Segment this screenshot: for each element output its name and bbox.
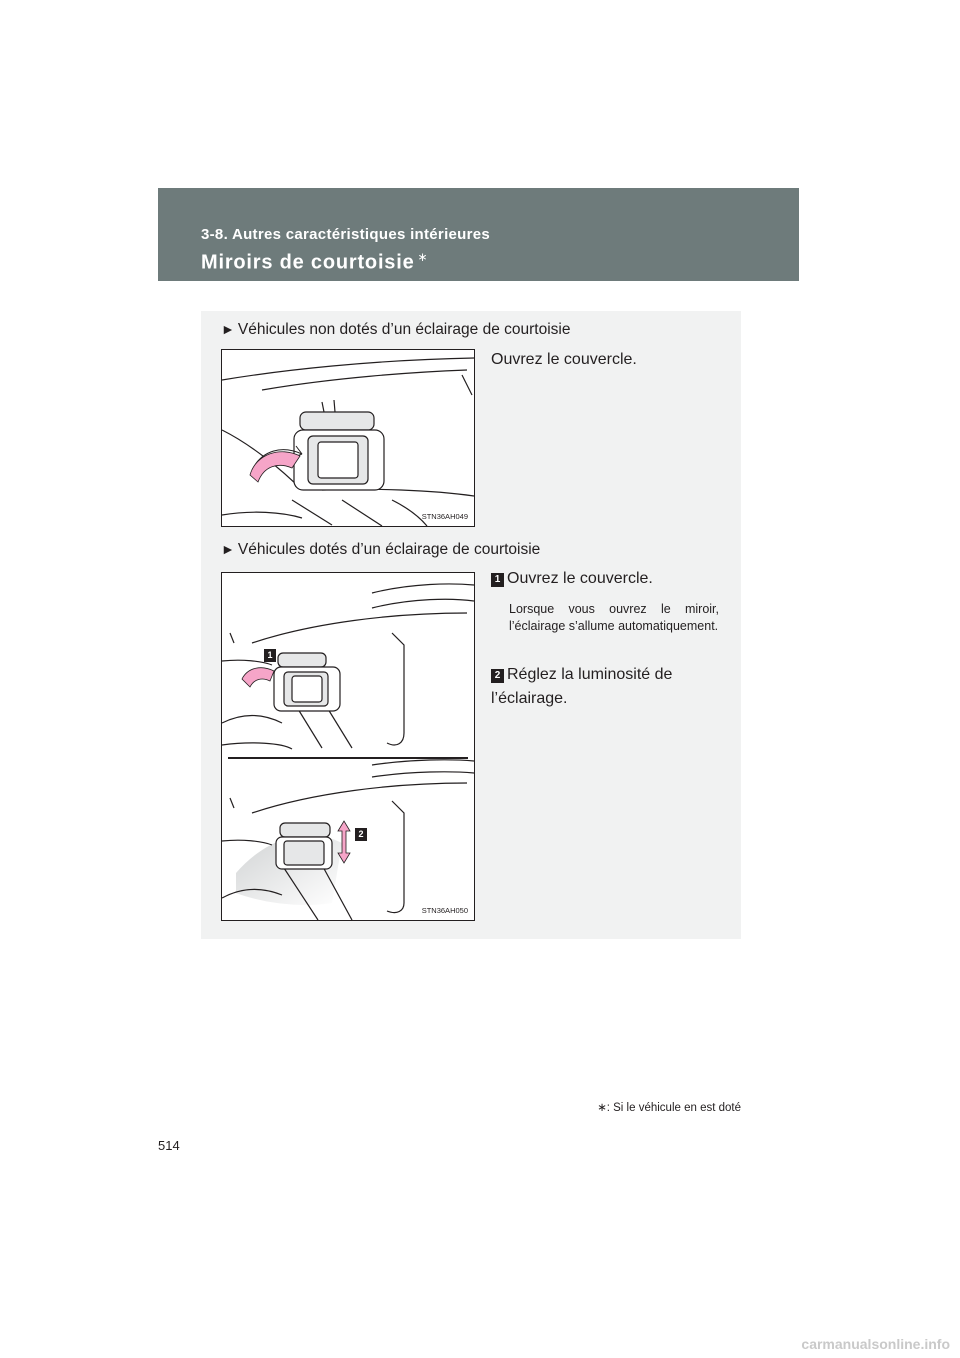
page-title-text: Miroirs de courtoisie bbox=[201, 251, 415, 274]
figure-code: STN36AH049 bbox=[421, 512, 468, 521]
step-1 bbox=[491, 567, 719, 591]
step-number-badge: 2 bbox=[491, 669, 504, 683]
triangle-bullet-icon: ► bbox=[221, 321, 235, 337]
section-label: 3-8. Autres caractéristiques intérieures bbox=[201, 226, 491, 243]
callout-badge-1: 1 bbox=[264, 649, 276, 662]
page-number: 514 bbox=[158, 1138, 180, 1153]
instruction-open-cover: Ouvrez le couvercle. bbox=[491, 351, 637, 368]
condition-text: Véhicules dotés d’un éclairage de courtoisie bbox=[237, 541, 541, 558]
step-1-note: Lorsque vous ouvrez le miroir, l’éclairage s’allume automatiquement. bbox=[509, 602, 719, 633]
footnote: ∗: Si le véhicule en est doté bbox=[597, 1102, 741, 1114]
step-text: Ouvrez le couvercle. bbox=[507, 570, 653, 587]
step-number-badge: 1 bbox=[491, 573, 504, 587]
figure-code: STN36AH050 bbox=[421, 906, 468, 915]
page-title bbox=[201, 250, 428, 275]
figure-mirror-no-light bbox=[221, 349, 475, 527]
condition-without-light bbox=[221, 321, 570, 339]
callout-badge-2: 2 bbox=[355, 828, 367, 841]
optional-mark: ∗ bbox=[417, 250, 429, 264]
figure-mirror-with-light bbox=[221, 572, 475, 921]
watermark: carmanualsonline.info bbox=[801, 1336, 950, 1352]
step-text: Réglez la luminosité de l’éclairage. bbox=[491, 666, 673, 707]
mirror-light-illustration bbox=[222, 573, 474, 920]
condition-with-light bbox=[221, 541, 540, 559]
section-header bbox=[158, 188, 799, 281]
mirror-illustration bbox=[222, 350, 474, 526]
step-2 bbox=[491, 663, 719, 711]
condition-text: Véhicules non dotés d’un éclairage de courtoisie bbox=[237, 321, 571, 338]
content-panel bbox=[201, 311, 741, 939]
triangle-bullet-icon: ► bbox=[221, 541, 235, 557]
